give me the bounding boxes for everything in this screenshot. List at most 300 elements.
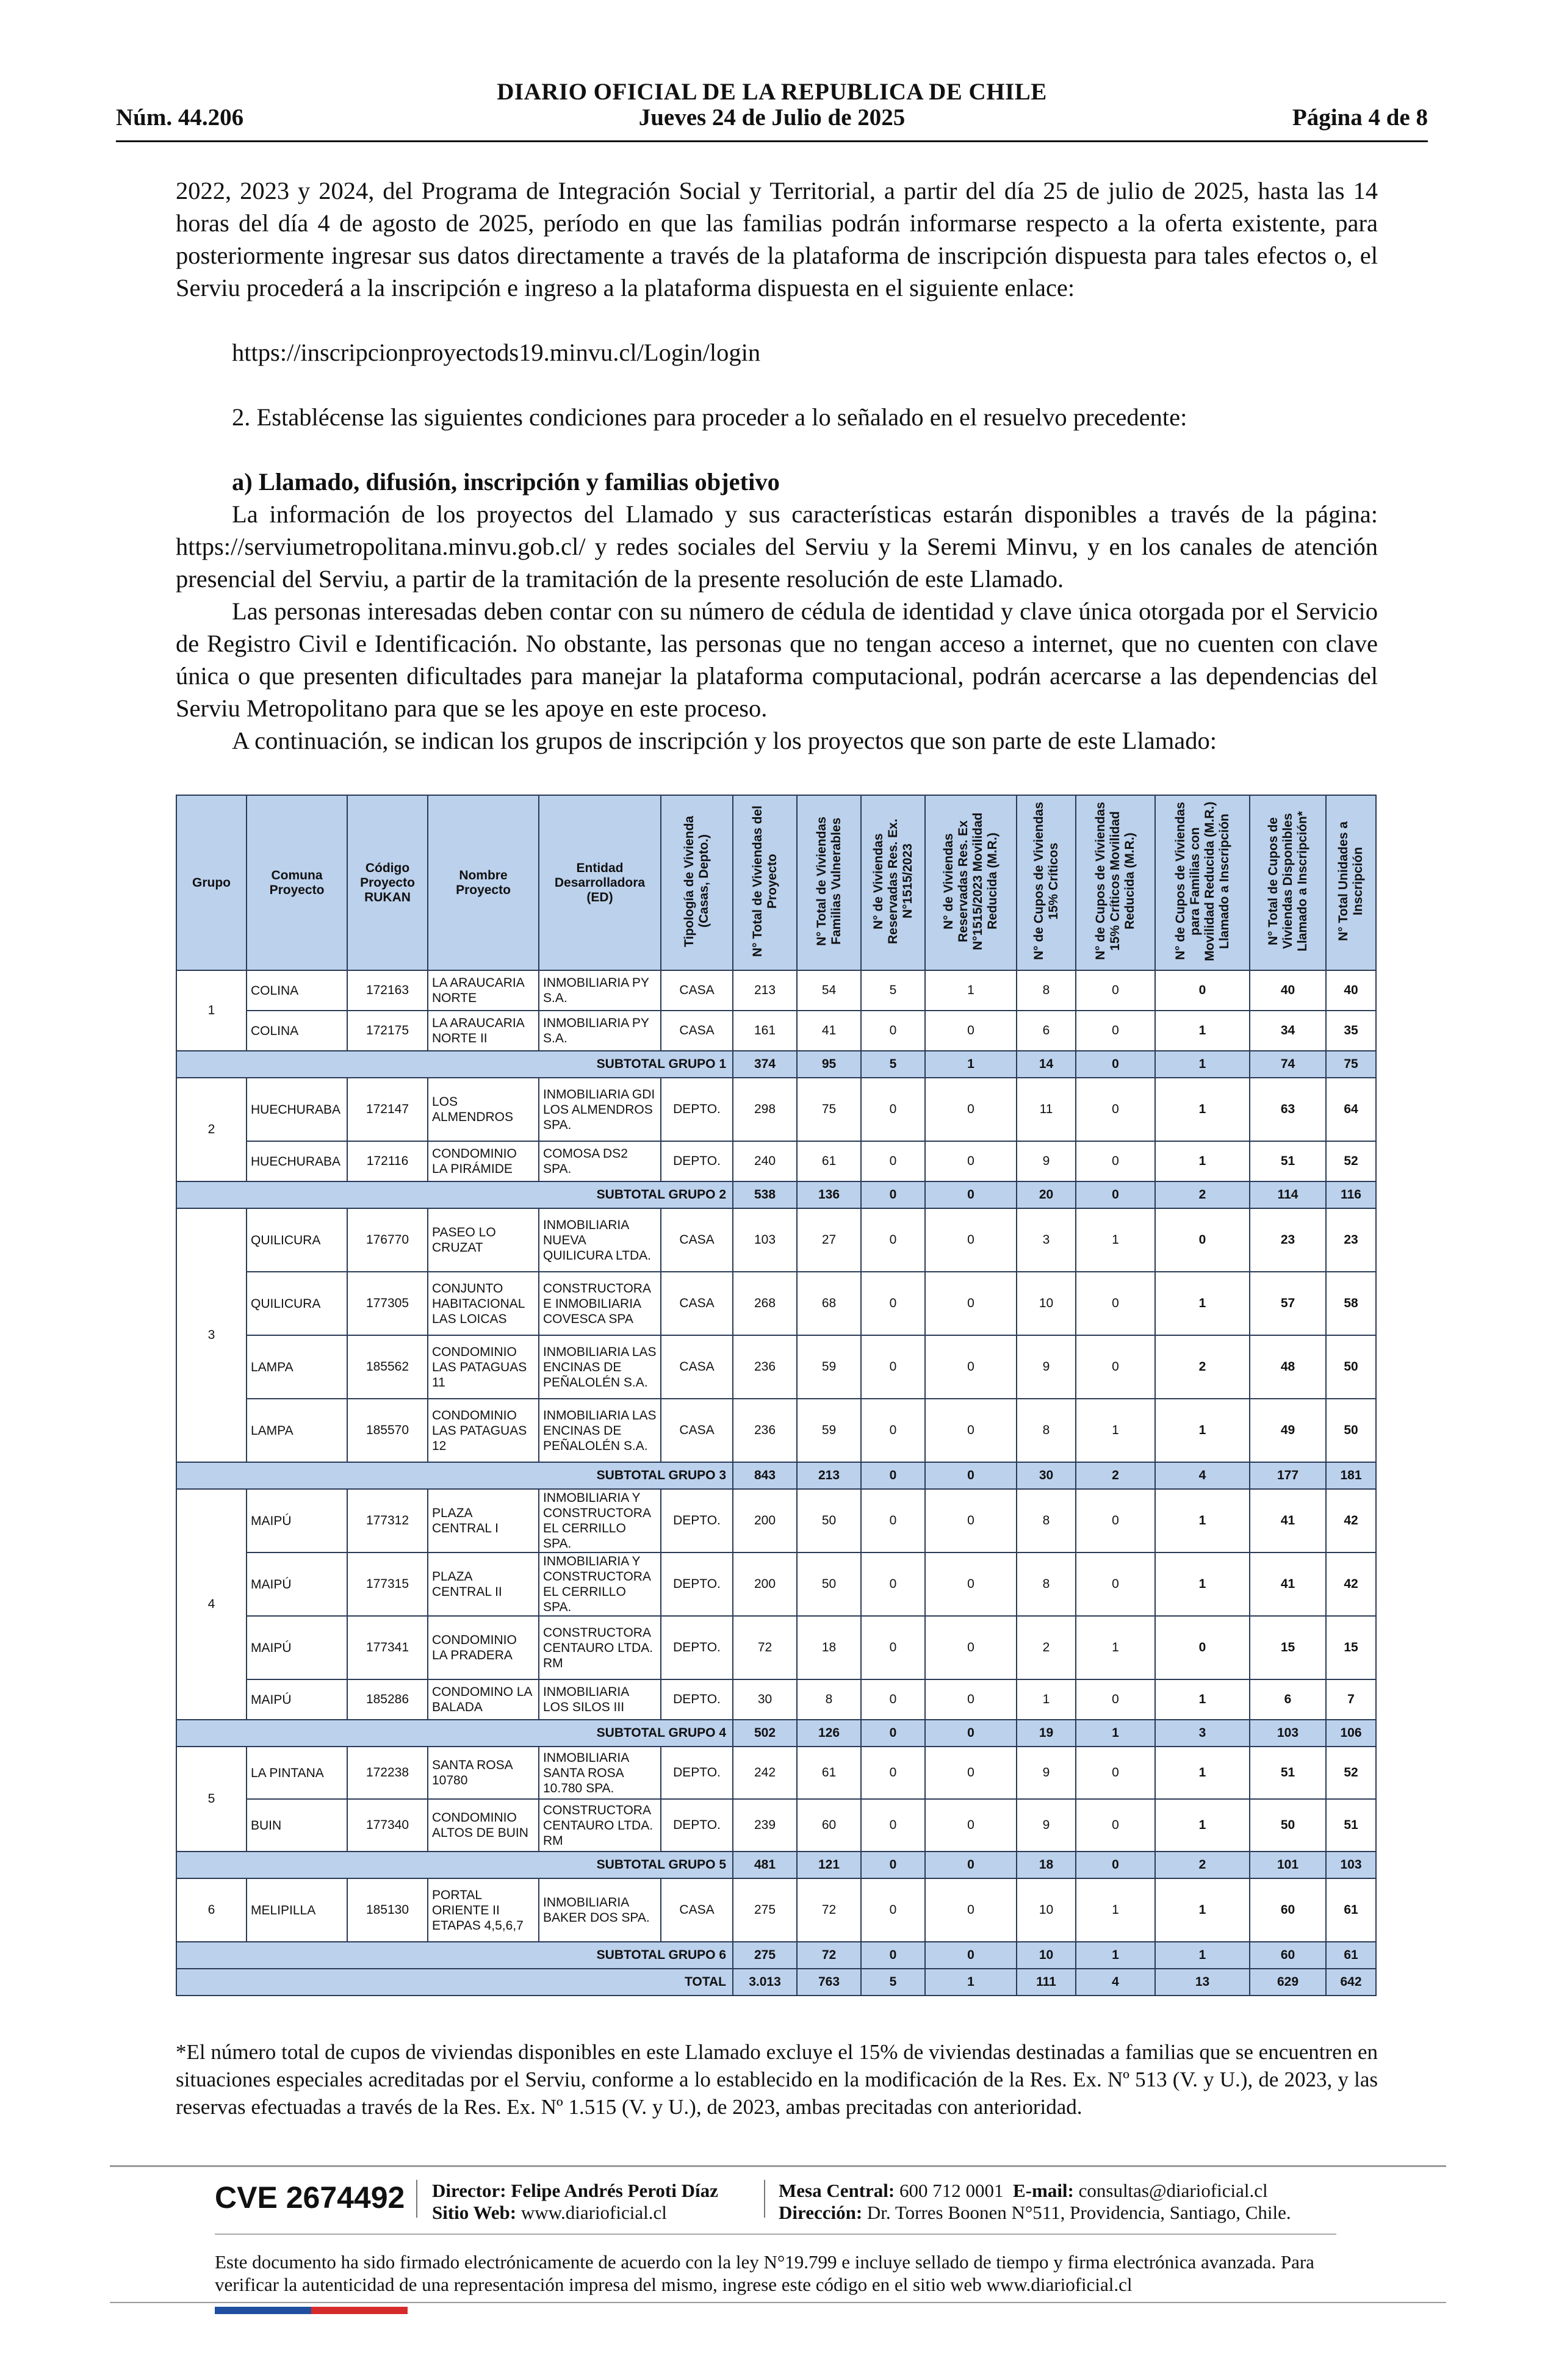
col-header bbox=[661, 795, 733, 970]
vuln-cell: 61 bbox=[797, 1141, 861, 1181]
critmr-cell: 2 bbox=[1076, 1462, 1155, 1489]
disp-cell: 40 bbox=[1250, 970, 1326, 1011]
table-row bbox=[176, 1272, 1376, 1335]
total-cell: 240 bbox=[733, 1141, 797, 1181]
col-header bbox=[1250, 795, 1326, 970]
codigo-cell: 185130 bbox=[347, 1878, 428, 1942]
unid-cell: 15 bbox=[1326, 1616, 1376, 1679]
res-cell: 0 bbox=[861, 1799, 925, 1852]
body-text bbox=[176, 175, 1378, 757]
resmr-cell: 0 bbox=[925, 1208, 1017, 1272]
vuln-cell: 60 bbox=[797, 1799, 861, 1852]
vuln-cell: 72 bbox=[797, 1942, 861, 1969]
resmr-cell: 0 bbox=[925, 1272, 1017, 1335]
col-header: Entidad Desarrolladora (ED) bbox=[539, 795, 661, 970]
disp-cell: 103 bbox=[1250, 1720, 1326, 1747]
crit-cell: 2 bbox=[1017, 1616, 1076, 1679]
unid-cell: 103 bbox=[1326, 1852, 1376, 1878]
table-row bbox=[176, 1208, 1376, 1272]
codigo-cell: 172147 bbox=[347, 1078, 428, 1141]
disp-cell: 50 bbox=[1250, 1799, 1326, 1852]
vuln-cell: 763 bbox=[797, 1969, 861, 1996]
total-cell: 72 bbox=[733, 1616, 797, 1679]
nombre-cell: LA ARAUCARIA NORTE bbox=[428, 970, 539, 1011]
paragraph-3: La información de los proyectos del Llamado y sus características estarán disponibles a través de la página: https://serviumetropolitana.minvu.gob.cl/ y redes sociales del Serviu y la Seremi Minvu, y en los canales de atención presencial del Serviu, a partir de la tramitación de la presente resolución de este Llamado. bbox=[176, 500, 1378, 593]
footer-rule bbox=[215, 2234, 1336, 2235]
tipo-cell: DEPTO. bbox=[661, 1552, 733, 1616]
total-cell: 30 bbox=[733, 1679, 797, 1720]
codigo-cell: 177312 bbox=[347, 1489, 428, 1552]
tipo-cell: DEPTO. bbox=[661, 1747, 733, 1799]
total-cell: 200 bbox=[733, 1552, 797, 1616]
res-cell: 5 bbox=[861, 970, 925, 1011]
res-cell: 0 bbox=[861, 1078, 925, 1141]
paragraph-2: 2. Establécense las siguientes condiciones para proceder a lo señalado en el resuelvo precedente: bbox=[232, 403, 1187, 431]
total-cell: 843 bbox=[733, 1462, 797, 1489]
tipo-cell: DEPTO. bbox=[661, 1141, 733, 1181]
critmr-cell: 0 bbox=[1076, 1489, 1155, 1552]
col-header bbox=[1017, 795, 1076, 970]
disp-cell: 177 bbox=[1250, 1462, 1326, 1489]
entidad-cell: INMOBILIARIA Y CONSTRUCTORA EL CERRILLO SPA. bbox=[539, 1489, 661, 1552]
unid-cell: 58 bbox=[1326, 1272, 1376, 1335]
subtotal-label: SUBTOTAL GRUPO 5 bbox=[176, 1852, 733, 1878]
crit-cell: 30 bbox=[1017, 1462, 1076, 1489]
tipo-cell: DEPTO. bbox=[661, 1616, 733, 1679]
disp-cell: 57 bbox=[1250, 1272, 1326, 1335]
col-header: Grupo bbox=[176, 795, 247, 970]
subtotal-label: SUBTOTAL GRUPO 1 bbox=[176, 1051, 733, 1078]
total-cell: 161 bbox=[733, 1011, 797, 1051]
disp-cell: 60 bbox=[1250, 1878, 1326, 1942]
mr-cell: 1 bbox=[1155, 1679, 1250, 1720]
resmr-cell: 0 bbox=[925, 1747, 1017, 1799]
tipo-cell: CASA bbox=[661, 1335, 733, 1399]
legal-notice: Este documento ha sido firmado electrónicamente de acuerdo con la ley N°19.799 e incluye sellado de tiempo y firma electrónica avanzada. Para verificar la autenticidad de una representación impresa del mismo, ingrese este código en el sitio web www.diarioficial.cl bbox=[215, 2251, 1314, 2295]
registration-link[interactable]: https://inscripcionproyectods19.minvu.cl/Login/login bbox=[232, 339, 761, 366]
vuln-cell: 27 bbox=[797, 1208, 861, 1272]
unid-cell: 42 bbox=[1326, 1489, 1376, 1552]
comuna-cell: MAIPÚ bbox=[247, 1489, 347, 1552]
col-header-label: N° Total Unidades a Inscripción bbox=[1336, 821, 1365, 941]
entidad-cell: INMOBILIARIA LOS SILOS III bbox=[539, 1679, 661, 1720]
table-row bbox=[176, 1011, 1376, 1051]
codigo-cell: 185562 bbox=[347, 1335, 428, 1399]
crit-cell: 14 bbox=[1017, 1051, 1076, 1078]
unid-cell: 50 bbox=[1326, 1399, 1376, 1462]
table-row bbox=[176, 1141, 1376, 1181]
crit-cell: 18 bbox=[1017, 1852, 1076, 1878]
footer-divider bbox=[764, 2180, 765, 2218]
total-cell: 275 bbox=[733, 1878, 797, 1942]
col-header-label: N° de Cupos de Viviendas 15% Críticos Movilidad Reducida (M.R.) bbox=[1093, 802, 1137, 960]
total-cell: 236 bbox=[733, 1399, 797, 1462]
disp-cell: 60 bbox=[1250, 1942, 1326, 1969]
critmr-cell: 0 bbox=[1076, 1011, 1155, 1051]
crit-cell: 3 bbox=[1017, 1208, 1076, 1272]
comuna-cell: HUECHURABA bbox=[247, 1078, 347, 1141]
director-label: Director: bbox=[432, 2180, 506, 2201]
table-row bbox=[176, 1878, 1376, 1942]
total-cell: 103 bbox=[733, 1208, 797, 1272]
mr-cell: 1 bbox=[1155, 1799, 1250, 1852]
director-name: Felipe Andrés Peroti Díaz bbox=[511, 2180, 718, 2201]
vuln-cell: 59 bbox=[797, 1399, 861, 1462]
crit-cell: 11 bbox=[1017, 1078, 1076, 1141]
resmr-cell: 0 bbox=[925, 1399, 1017, 1462]
resmr-cell: 0 bbox=[925, 1942, 1017, 1969]
comuna-cell: HUECHURABA bbox=[247, 1141, 347, 1181]
critmr-cell: 1 bbox=[1076, 1942, 1155, 1969]
subtotal-label: SUBTOTAL GRUPO 2 bbox=[176, 1181, 733, 1208]
paragraph-4: Las personas interesadas deben contar con su número de cédula de identidad y clave única otorgada por el Servicio de Registro Civil e Identificación. No obstante, las personas que no tengan acceso a internet, que no cuenten con clave única o que presenten dificultades para manejar la plataforma computacional, podrán acercarse a las dependencias del Serviu Metropolitano para que se les apoye en este proceso. bbox=[176, 597, 1378, 722]
section-subtitle: a) Llamado, difusión, inscripción y familias objetivo bbox=[232, 468, 780, 496]
total-cell: 200 bbox=[733, 1489, 797, 1552]
nombre-cell: LA ARAUCARIA NORTE II bbox=[428, 1011, 539, 1051]
resmr-cell: 0 bbox=[925, 1181, 1017, 1208]
unid-cell: 7 bbox=[1326, 1679, 1376, 1720]
codigo-cell: 177315 bbox=[347, 1552, 428, 1616]
paragraph-5: A continuación, se indican los grupos de inscripción y los proyectos que son parte de este Llamado: bbox=[232, 727, 1217, 754]
codigo-cell: 185570 bbox=[347, 1399, 428, 1462]
mr-cell: 2 bbox=[1155, 1852, 1250, 1878]
resmr-cell: 0 bbox=[925, 1616, 1017, 1679]
resmr-cell: 0 bbox=[925, 1720, 1017, 1747]
crit-cell: 8 bbox=[1017, 970, 1076, 1011]
disp-cell: 6 bbox=[1250, 1679, 1326, 1720]
total-cell: 538 bbox=[733, 1181, 797, 1208]
unid-cell: 35 bbox=[1326, 1011, 1376, 1051]
col-header-label: N° Total de Viviendas del Proyecto bbox=[750, 805, 779, 957]
unid-cell: 52 bbox=[1326, 1747, 1376, 1799]
spacer bbox=[176, 433, 1378, 466]
footer-director-block bbox=[432, 2180, 718, 2224]
vuln-cell: 75 bbox=[797, 1078, 861, 1141]
entidad-cell: INMOBILIARIA SANTA ROSA 10.780 SPA. bbox=[539, 1747, 661, 1799]
mr-cell: 2 bbox=[1155, 1181, 1250, 1208]
entidad-cell: INMOBILIARIA BAKER DOS SPA. bbox=[539, 1878, 661, 1942]
page-header bbox=[116, 78, 1428, 145]
footer-divider bbox=[416, 2180, 417, 2218]
col-header: Código Proyecto RUKAN bbox=[347, 795, 428, 970]
resmr-cell: 0 bbox=[925, 1552, 1017, 1616]
projects-table bbox=[176, 795, 1377, 1996]
res-cell: 0 bbox=[861, 1462, 925, 1489]
table-row bbox=[176, 970, 1376, 1011]
res-cell: 0 bbox=[861, 1335, 925, 1399]
total-cell: 213 bbox=[733, 970, 797, 1011]
mr-cell: 3 bbox=[1155, 1720, 1250, 1747]
unid-cell: 642 bbox=[1326, 1969, 1376, 1996]
crit-cell: 9 bbox=[1017, 1747, 1076, 1799]
unid-cell: 50 bbox=[1326, 1335, 1376, 1399]
disp-cell: 63 bbox=[1250, 1078, 1326, 1141]
projects-table-container bbox=[176, 795, 1375, 1996]
col-header bbox=[1076, 795, 1155, 970]
tipo-cell: CASA bbox=[661, 1208, 733, 1272]
table-header-row bbox=[176, 795, 1376, 970]
nombre-cell: CONDOMINIO LAS PATAGUAS 11 bbox=[428, 1335, 539, 1399]
nombre-cell: PASEO LO CRUZAT bbox=[428, 1208, 539, 1272]
entidad-cell: CONSTRUCTORA CENTAURO LTDA. RM bbox=[539, 1616, 661, 1679]
crit-cell: 111 bbox=[1017, 1969, 1076, 1996]
disp-cell: 49 bbox=[1250, 1399, 1326, 1462]
mr-cell: 1 bbox=[1155, 1011, 1250, 1051]
tipo-cell: CASA bbox=[661, 1011, 733, 1051]
comuna-cell: MAIPÚ bbox=[247, 1616, 347, 1679]
codigo-cell: 177305 bbox=[347, 1272, 428, 1335]
vuln-cell: 8 bbox=[797, 1679, 861, 1720]
resmr-cell: 0 bbox=[925, 1462, 1017, 1489]
vuln-cell: 136 bbox=[797, 1181, 861, 1208]
col-header-label: N° Total de Cupos de Viviendas Disponibles Llamado a Inscripción* bbox=[1266, 810, 1309, 951]
cve-code: CVE 2674492 bbox=[215, 2180, 405, 2215]
resmr-cell: 0 bbox=[925, 1141, 1017, 1181]
mr-cell: 1 bbox=[1155, 1878, 1250, 1942]
crit-cell: 9 bbox=[1017, 1335, 1076, 1399]
table-row bbox=[176, 1616, 1376, 1679]
res-cell: 0 bbox=[861, 1181, 925, 1208]
resmr-cell: 1 bbox=[925, 970, 1017, 1011]
group-cell: 6 bbox=[176, 1878, 247, 1942]
disp-cell: 101 bbox=[1250, 1852, 1326, 1878]
disp-cell: 34 bbox=[1250, 1011, 1326, 1051]
disp-cell: 41 bbox=[1250, 1489, 1326, 1552]
mr-cell: 1 bbox=[1155, 1942, 1250, 1969]
crit-cell: 9 bbox=[1017, 1141, 1076, 1181]
entidad-cell: INMOBILIARIA Y CONSTRUCTORA EL CERRILLO SPA. bbox=[539, 1552, 661, 1616]
disp-cell: 15 bbox=[1250, 1616, 1326, 1679]
col-header: Nombre Proyecto bbox=[428, 795, 539, 970]
phone-label: Mesa Central: bbox=[779, 2180, 895, 2201]
res-cell: 0 bbox=[861, 1747, 925, 1799]
mr-cell: 1 bbox=[1155, 1489, 1250, 1552]
critmr-cell: 0 bbox=[1076, 1141, 1155, 1181]
critmr-cell: 0 bbox=[1076, 1078, 1155, 1141]
col-header-label: N° Total de Viviendas Familias Vulnerables bbox=[814, 816, 843, 946]
crit-cell: 1 bbox=[1017, 1679, 1076, 1720]
unid-cell: 61 bbox=[1326, 1878, 1376, 1942]
subtotal-row bbox=[176, 1051, 1376, 1078]
total-cell: 502 bbox=[733, 1720, 797, 1747]
tipo-cell: DEPTO. bbox=[661, 1799, 733, 1852]
group-cell: 4 bbox=[176, 1489, 247, 1720]
resmr-cell: 0 bbox=[925, 1799, 1017, 1852]
resmr-cell: 1 bbox=[925, 1051, 1017, 1078]
comuna-cell: LA PINTANA bbox=[247, 1747, 347, 1799]
footer-rule bbox=[110, 2302, 1446, 2303]
comuna-cell: MELIPILLA bbox=[247, 1878, 347, 1942]
header-rule bbox=[116, 140, 1428, 142]
group-cell: 1 bbox=[176, 970, 247, 1051]
col-header-label: N° de Cupos de Viviendas para Familias con Movilidad Reducida (M.R.) Llamado a Inscripción bbox=[1173, 801, 1231, 961]
total-cell: 298 bbox=[733, 1078, 797, 1141]
vuln-cell: 18 bbox=[797, 1616, 861, 1679]
comuna-cell: COLINA bbox=[247, 1011, 347, 1051]
table-row bbox=[176, 1399, 1376, 1462]
tipo-cell: DEPTO. bbox=[661, 1078, 733, 1141]
critmr-cell: 0 bbox=[1076, 1747, 1155, 1799]
codigo-cell: 185286 bbox=[347, 1679, 428, 1720]
total-cell: 481 bbox=[733, 1852, 797, 1878]
website-label: Sitio Web: bbox=[432, 2202, 517, 2223]
vuln-cell: 50 bbox=[797, 1552, 861, 1616]
nombre-cell: PORTAL ORIENTE II ETAPAS 4,5,6,7 bbox=[428, 1878, 539, 1942]
table-row bbox=[176, 1747, 1376, 1799]
crit-cell: 20 bbox=[1017, 1181, 1076, 1208]
res-cell: 0 bbox=[861, 1720, 925, 1747]
table-footnote: *El número total de cupos de viviendas disponibles en este Llamado excluye el 15% de viviendas destinadas a familias que se encuentren en situaciones especiales acreditadas por el Serviu, conforme a lo establecido en la modificación de la Res. Ex. Nº 513 (V. y U.), de 2023, y las reservas efectuadas a través de la Res. Ex. Nº 1.515 (V. y U.), de 2023, ambas precitadas con anterioridad. bbox=[176, 2040, 1378, 2119]
unid-cell: 116 bbox=[1326, 1181, 1376, 1208]
subtotal-label: SUBTOTAL GRUPO 6 bbox=[176, 1942, 733, 1969]
footer-rule bbox=[110, 2165, 1446, 2167]
vuln-cell: 50 bbox=[797, 1489, 861, 1552]
email-label: E-mail: bbox=[1013, 2180, 1074, 2201]
subtotal-row bbox=[176, 1720, 1376, 1747]
res-cell: 0 bbox=[861, 1208, 925, 1272]
unid-cell: 181 bbox=[1326, 1462, 1376, 1489]
total-cell: 374 bbox=[733, 1051, 797, 1078]
newspaper-title: DIARIO OFICIAL DE LA REPUBLICA DE CHILE bbox=[497, 79, 1047, 105]
email-link[interactable]: consultas@diarioficial.cl bbox=[1078, 2180, 1268, 2201]
codigo-cell: 176770 bbox=[347, 1208, 428, 1272]
table-row bbox=[176, 1799, 1376, 1852]
mr-cell: 1 bbox=[1155, 1141, 1250, 1181]
codigo-cell: 177341 bbox=[347, 1616, 428, 1679]
entidad-cell: INMOBILIARIA PY S.A. bbox=[539, 970, 661, 1011]
res-cell: 0 bbox=[861, 1852, 925, 1878]
critmr-cell: 0 bbox=[1076, 970, 1155, 1011]
critmr-cell: 0 bbox=[1076, 1679, 1155, 1720]
total-cell: 239 bbox=[733, 1799, 797, 1852]
vuln-cell: 68 bbox=[797, 1272, 861, 1335]
spacer bbox=[176, 369, 1378, 401]
disp-cell: 41 bbox=[1250, 1552, 1326, 1616]
nombre-cell: SANTA ROSA 10780 bbox=[428, 1747, 539, 1799]
unid-cell: 51 bbox=[1326, 1799, 1376, 1852]
paragraph-1: 2022, 2023 y 2024, del Programa de Integración Social y Territorial, a partir del día 25 de julio de 2025, hasta las 14 horas del día 4 de agosto de 2025, período en que las familias podrán informarse respecto a la oferta existente, para posteriormente ingresar sus datos directamente a través de la plataforma de inscripción dispuesta para tales efectos o, el Serviu procederá a la inscripción e ingreso a la plataforma dispuesta en el siguiente enlace: bbox=[176, 177, 1378, 301]
critmr-cell: 0 bbox=[1076, 1852, 1155, 1878]
disp-cell: 23 bbox=[1250, 1208, 1326, 1272]
disp-cell: 51 bbox=[1250, 1747, 1326, 1799]
entidad-cell: INMOBILIARIA GDI LOS ALMENDROS SPA. bbox=[539, 1078, 661, 1141]
unid-cell: 40 bbox=[1326, 970, 1376, 1011]
disp-cell: 629 bbox=[1250, 1969, 1326, 1996]
mr-cell: 0 bbox=[1155, 970, 1250, 1011]
critmr-cell: 0 bbox=[1076, 1181, 1155, 1208]
col-header bbox=[1326, 795, 1376, 970]
vuln-cell: 213 bbox=[797, 1462, 861, 1489]
comuna-cell: QUILICURA bbox=[247, 1208, 347, 1272]
phone-number: 600 712 0001 bbox=[899, 2180, 1004, 2201]
mr-cell: 1 bbox=[1155, 1552, 1250, 1616]
total-label: TOTAL bbox=[176, 1969, 733, 1996]
vuln-cell: 95 bbox=[797, 1051, 861, 1078]
critmr-cell: 1 bbox=[1076, 1616, 1155, 1679]
flag-stripe-red bbox=[311, 2307, 408, 2314]
spacer bbox=[176, 304, 1378, 336]
entidad-cell: INMOBILIARIA NUEVA QUILICURA LTDA. bbox=[539, 1208, 661, 1272]
critmr-cell: 1 bbox=[1076, 1878, 1155, 1942]
tipo-cell: DEPTO. bbox=[661, 1679, 733, 1720]
group-cell: 2 bbox=[176, 1078, 247, 1181]
tipo-cell: CASA bbox=[661, 1272, 733, 1335]
unid-cell: 52 bbox=[1326, 1141, 1376, 1181]
resmr-cell: 0 bbox=[925, 1078, 1017, 1141]
crit-cell: 19 bbox=[1017, 1720, 1076, 1747]
col-header bbox=[1155, 795, 1250, 970]
res-cell: 0 bbox=[861, 1679, 925, 1720]
group-cell: 5 bbox=[176, 1747, 247, 1852]
entidad-cell: CONSTRUCTORA CENTAURO LTDA. RM bbox=[539, 1799, 661, 1852]
issue-date: Jueves 24 de Julio de 2025 bbox=[638, 104, 906, 131]
nombre-cell: PLAZA CENTRAL II bbox=[428, 1552, 539, 1616]
table-row bbox=[176, 1552, 1376, 1616]
res-cell: 0 bbox=[861, 1489, 925, 1552]
resmr-cell: 0 bbox=[925, 1489, 1017, 1552]
mr-cell: 4 bbox=[1155, 1462, 1250, 1489]
table-row bbox=[176, 1489, 1376, 1552]
crit-cell: 10 bbox=[1017, 1272, 1076, 1335]
crit-cell: 10 bbox=[1017, 1878, 1076, 1942]
codigo-cell: 172175 bbox=[347, 1011, 428, 1051]
mr-cell: 1 bbox=[1155, 1747, 1250, 1799]
comuna-cell: BUIN bbox=[247, 1799, 347, 1852]
resmr-cell: 0 bbox=[925, 1335, 1017, 1399]
critmr-cell: 1 bbox=[1076, 1208, 1155, 1272]
website-link[interactable]: www.diarioficial.cl bbox=[520, 2202, 667, 2223]
crit-cell: 8 bbox=[1017, 1552, 1076, 1616]
critmr-cell: 0 bbox=[1076, 1799, 1155, 1852]
page-number: Página 4 de 8 bbox=[1292, 104, 1428, 131]
nombre-cell: CONDOMINO LA BALADA bbox=[428, 1679, 539, 1720]
critmr-cell: 0 bbox=[1076, 1051, 1155, 1078]
disp-cell: 48 bbox=[1250, 1335, 1326, 1399]
total-cell: 275 bbox=[733, 1942, 797, 1969]
unid-cell: 23 bbox=[1326, 1208, 1376, 1272]
table-row bbox=[176, 1335, 1376, 1399]
entidad-cell: COMOSA DS2 SPA. bbox=[539, 1141, 661, 1181]
group-cell: 3 bbox=[176, 1208, 247, 1462]
nombre-cell: CONDOMINIO LA PIRÁMIDE bbox=[428, 1141, 539, 1181]
vuln-cell: 72 bbox=[797, 1878, 861, 1942]
subtotal-label: SUBTOTAL GRUPO 3 bbox=[176, 1462, 733, 1489]
vuln-cell: 41 bbox=[797, 1011, 861, 1051]
crit-cell: 9 bbox=[1017, 1799, 1076, 1852]
col-header bbox=[925, 795, 1017, 970]
mr-cell: 1 bbox=[1155, 1051, 1250, 1078]
col-header bbox=[733, 795, 797, 970]
res-cell: 0 bbox=[861, 1399, 925, 1462]
codigo-cell: 172238 bbox=[347, 1747, 428, 1799]
disp-cell: 114 bbox=[1250, 1181, 1326, 1208]
vuln-cell: 126 bbox=[797, 1720, 861, 1747]
subtotal-row bbox=[176, 1462, 1376, 1489]
unid-cell: 106 bbox=[1326, 1720, 1376, 1747]
tipo-cell: CASA bbox=[661, 1399, 733, 1462]
table-row bbox=[176, 1679, 1376, 1720]
crit-cell: 6 bbox=[1017, 1011, 1076, 1051]
codigo-cell: 172163 bbox=[347, 970, 428, 1011]
nombre-cell: LOS ALMENDROS bbox=[428, 1078, 539, 1141]
total-row bbox=[176, 1969, 1376, 1996]
nombre-cell: CONJUNTO HABITACIONAL LAS LOICAS bbox=[428, 1272, 539, 1335]
mr-cell: 1 bbox=[1155, 1272, 1250, 1335]
codigo-cell: 172116 bbox=[347, 1141, 428, 1181]
entidad-cell: CONSTRUCTORA E INMOBILIARIA COVESCA SPA bbox=[539, 1272, 661, 1335]
subtotal-row bbox=[176, 1852, 1376, 1878]
resmr-cell: 0 bbox=[925, 1011, 1017, 1051]
